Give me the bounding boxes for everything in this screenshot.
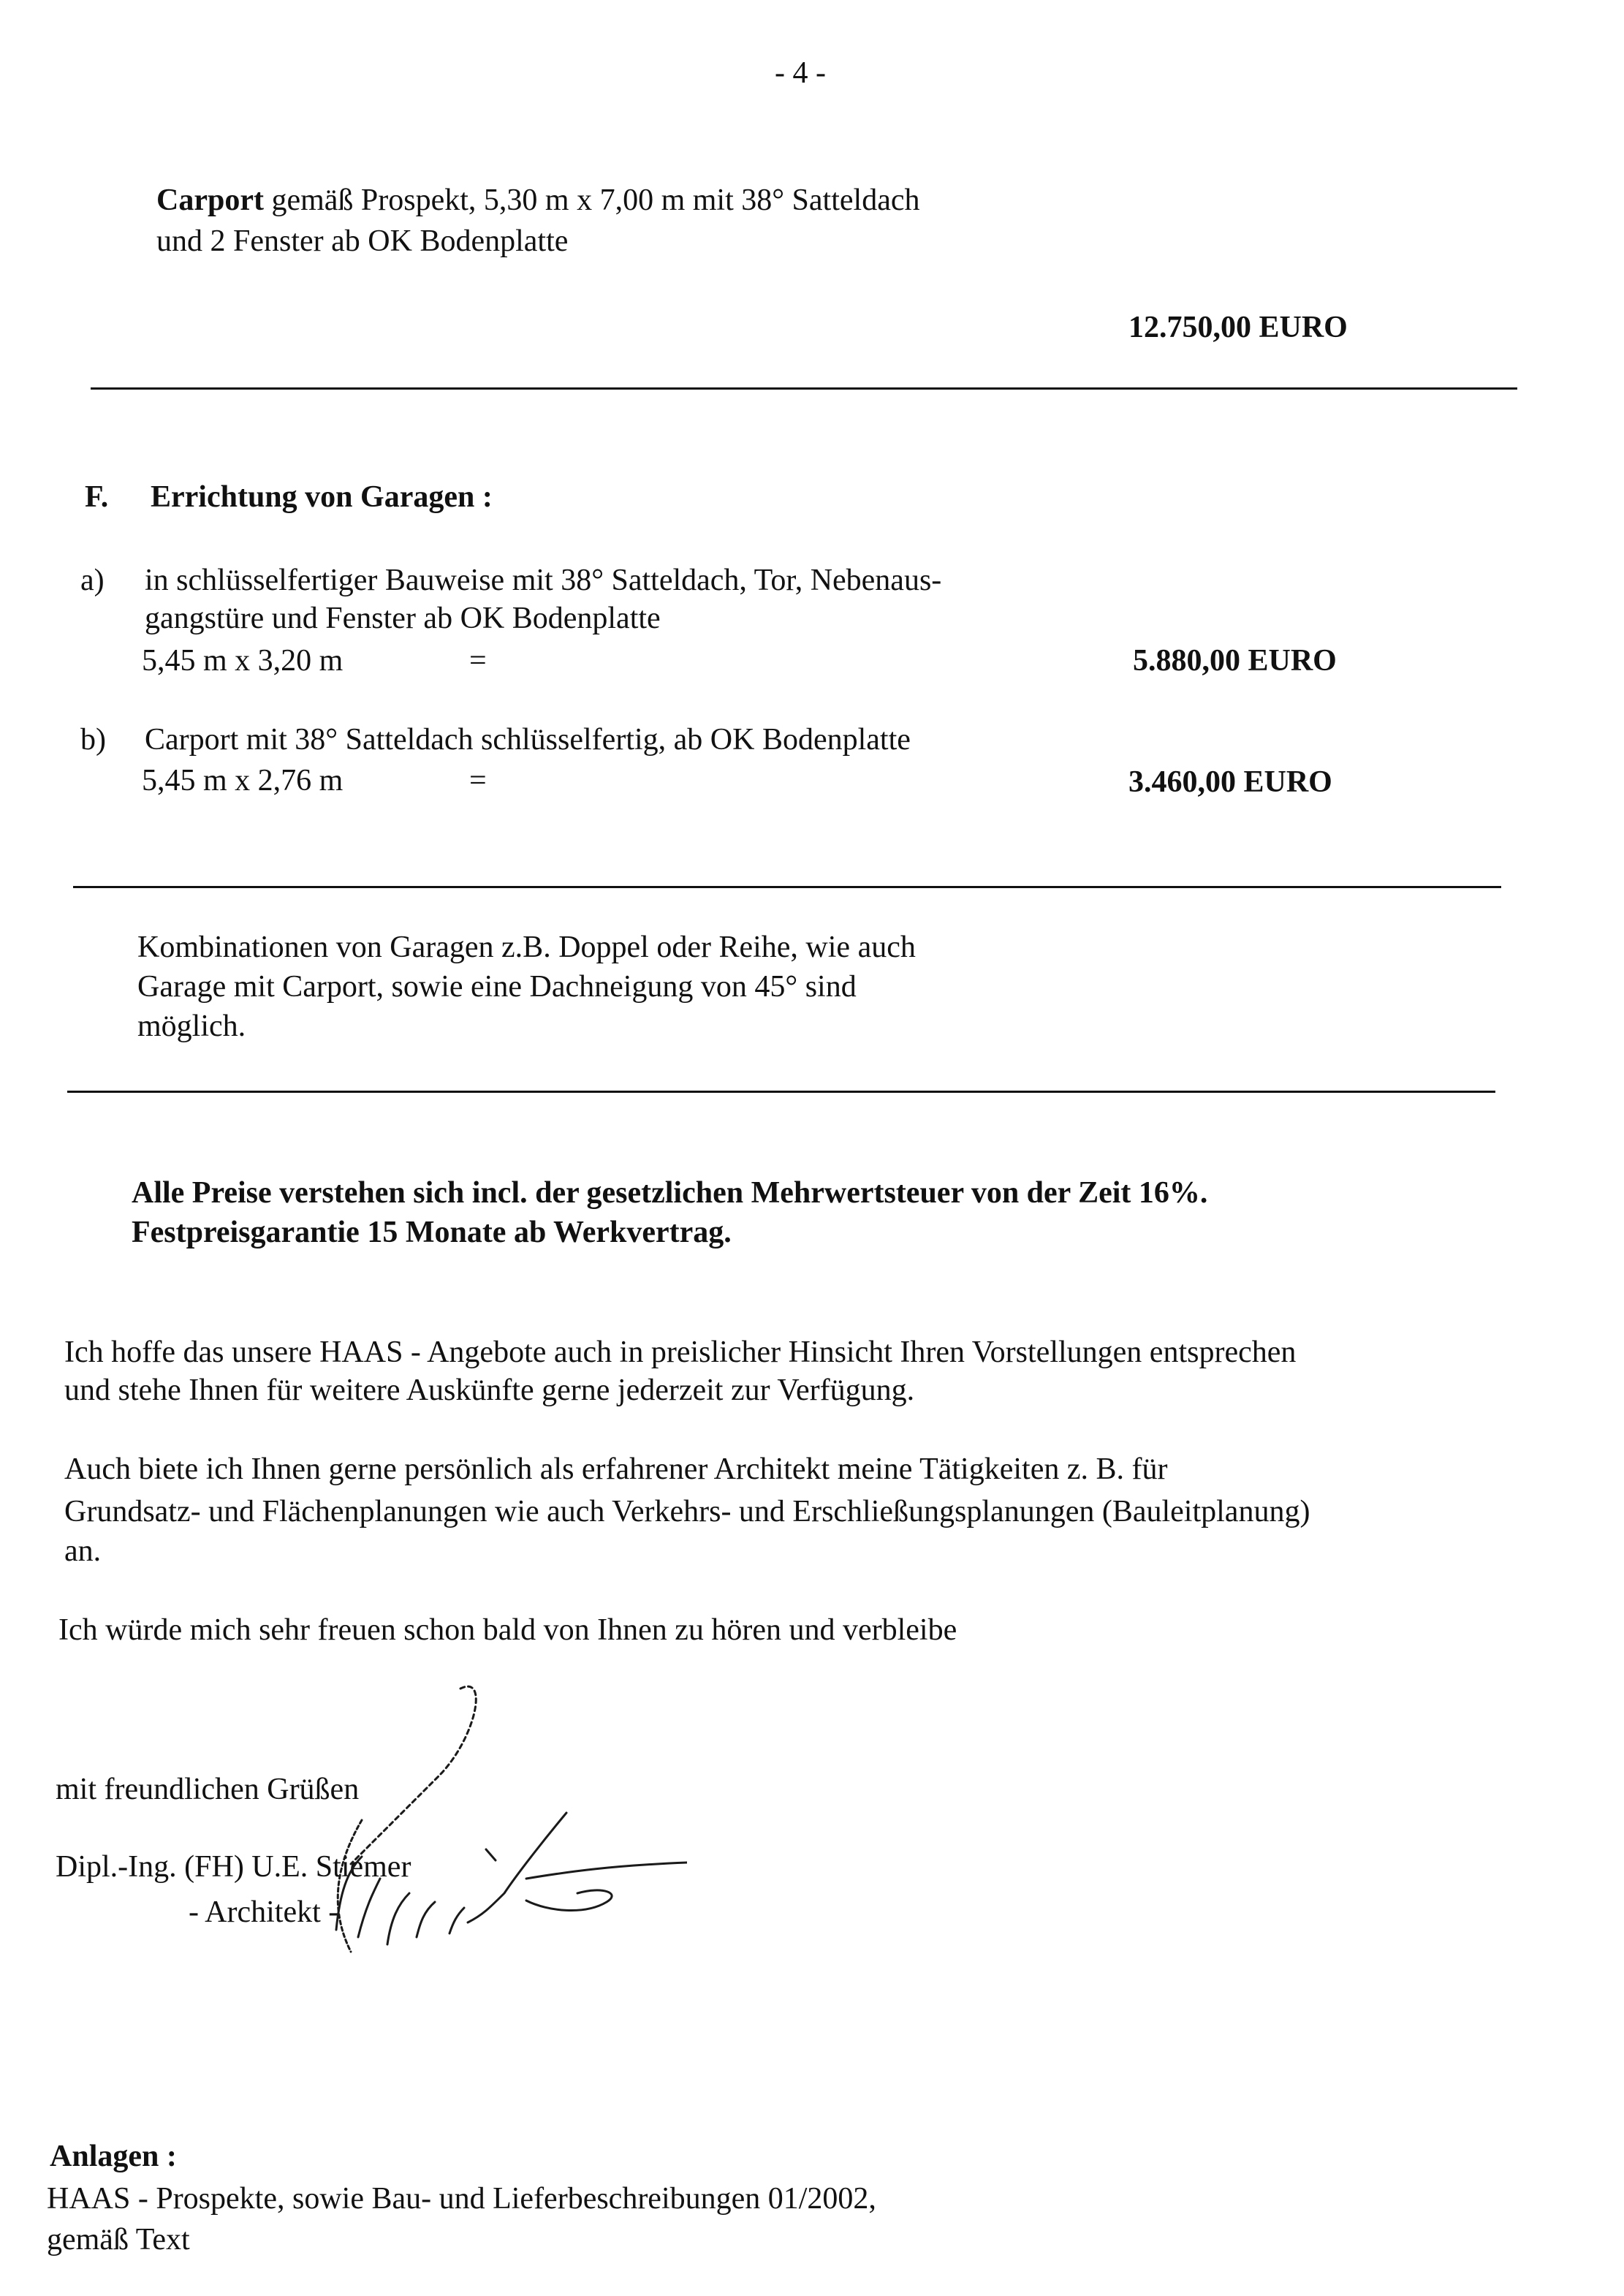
paragraph-1-line-2: und stehe Ihnen für weitere Auskünfte gerne jederzeit zur Verfügung. <box>64 1374 915 1407</box>
combinations-line-2: Garage mit Carport, sowie eine Dachneigung von 45° sind <box>137 970 857 1004</box>
handwritten-signature <box>307 1674 687 1981</box>
attachments-heading: Anlagen : <box>50 2140 177 2173</box>
section-f-letter: F. <box>85 480 109 514</box>
paragraph-2-line-3: an. <box>64 1534 102 1568</box>
combinations-line-1: Kombinationen von Garagen z.B. Doppel oder Reihe, wie auch <box>137 931 916 964</box>
divider-2 <box>73 886 1501 888</box>
paragraph-1-line-1: Ich hoffe das unsere HAAS - Angebote auch in preislicher Hinsicht Ihren Vorstellungen entsprechen <box>64 1335 1297 1369</box>
divider-1 <box>91 387 1517 390</box>
carport-line-2: und 2 Fenster ab OK Bodenplatte <box>156 224 569 258</box>
attachments-line-2: gemäß Text <box>47 2223 190 2257</box>
carport-bold-word: Carport <box>156 183 264 217</box>
paragraph-3: Ich würde mich sehr freuen schon bald von Ihnen zu hören und verbleibe <box>58 1613 957 1647</box>
price-note-vat: Alle Preise verstehen sich incl. der gesetzlichen Mehrwertsteuer von der Zeit 16%. <box>132 1176 1208 1210</box>
closing-greeting: mit freundlichen Grüßen <box>56 1773 360 1806</box>
divider-3 <box>67 1091 1495 1093</box>
item-b-marker: b) <box>80 723 106 757</box>
page-number: - 4 - <box>775 56 826 90</box>
closing-title: - Architekt - <box>189 1895 339 1929</box>
section-f-title: Errichtung von Garagen : <box>151 480 493 514</box>
carport-line-1 <box>156 180 920 221</box>
closing-name: Dipl.-Ing. (FH) U.E. Stiemer <box>56 1850 411 1884</box>
item-b-price: 3.460,00 EURO <box>1128 765 1332 799</box>
item-b-line-1: Carport mit 38° Satteldach schlüsselfertig, ab OK Bodenplatte <box>145 723 911 757</box>
combinations-line-3: möglich. <box>137 1009 246 1043</box>
carport-line-1-rest: gemäß Prospekt, 5,30 m x 7,00 m mit 38° Satteldach <box>263 183 920 217</box>
item-a-line-1: in schlüsselfertiger Bauweise mit 38° Satteldach, Tor, Nebenaus- <box>145 564 942 597</box>
item-a-price: 5.880,00 EURO <box>1133 644 1337 678</box>
item-b-equals: = <box>469 764 487 797</box>
item-a-marker: a) <box>80 564 105 597</box>
paragraph-2-line-1: Auch biete ich Ihnen gerne persönlich als erfahrener Architekt meine Tätigkeiten z. B. für <box>64 1452 1168 1486</box>
paragraph-2-line-2: Grundsatz- und Flächenplanungen wie auch Verkehrs- und Erschließungsplanungen (Bauleitplanung) <box>64 1495 1310 1528</box>
item-b-dimensions: 5,45 m x 2,76 m <box>142 764 344 797</box>
item-a-line-2: gangstüre und Fenster ab OK Bodenplatte <box>145 602 661 635</box>
item-a-dimensions: 5,45 m x 3,20 m <box>142 644 344 678</box>
attachments-line-1: HAAS - Prospekte, sowie Bau- und Lieferbeschreibungen 01/2002, <box>47 2182 876 2216</box>
carport-price: 12.750,00 EURO <box>1128 311 1348 344</box>
item-a-equals: = <box>469 644 487 678</box>
price-note-fixed: Festpreisgarantie 15 Monate ab Werkvertrag. <box>132 1216 732 1249</box>
